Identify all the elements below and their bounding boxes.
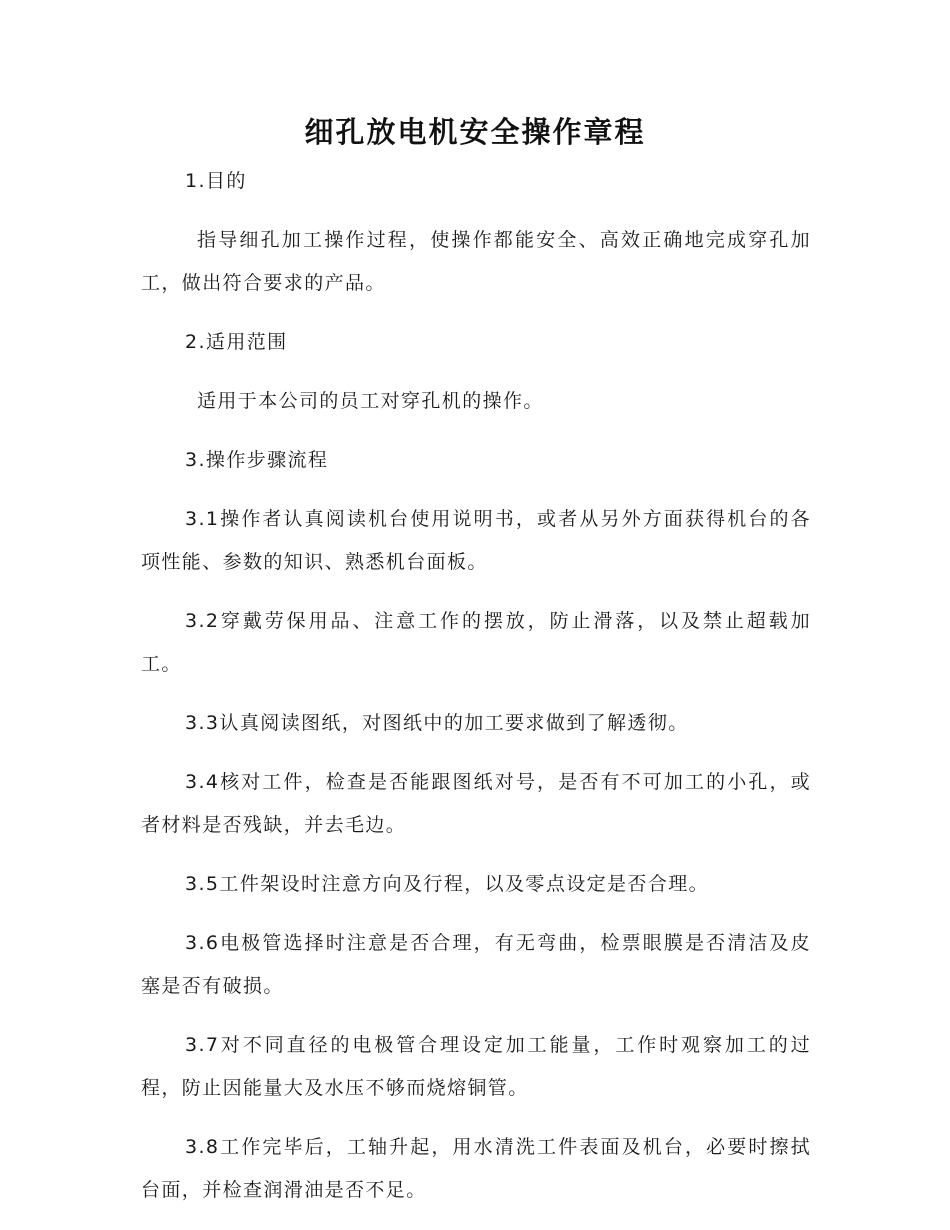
- section-heading-scope: 2.适用范围: [185, 331, 288, 353]
- section-heading-purpose: 1.目的: [185, 170, 247, 192]
- paragraph-step-3-3: 3.3认真阅读图纸，对图纸中的加工要求做到了解透彻。: [185, 712, 689, 734]
- paragraph-step-3-5: 3.5工件架设时注意方向及行程，以及零点设定是否合理。: [185, 873, 710, 895]
- paragraph-step-3-4: 3.4核对工件，检查是否能跟图纸对号，是否有不可加工的小孔，或者材料是否残缺，并去毛边。: [141, 771, 811, 836]
- paragraph-scope: 适用于本公司的员工对穿孔机的操作。: [197, 390, 544, 412]
- section-heading-procedure: 3.操作步骤流程: [185, 449, 329, 471]
- paragraph-step-3-2: 3.2穿戴劳保用品、注意工作的摆放，防止滑落，以及禁止超载加工。: [141, 610, 811, 675]
- paragraph-purpose: 指导细孔加工操作过程，使操作都能安全、高效正确地完成穿孔加工，做出符合要求的产品。: [141, 229, 811, 294]
- paragraph-step-3-6: 3.6电极管选择时注意是否合理，有无弯曲，检票眼膜是否清洁及皮塞是否有破损。: [141, 932, 811, 997]
- document-title: 细孔放电机安全操作章程: [304, 115, 646, 149]
- document-body: [141, 160, 811, 1228]
- paragraph-step-3-8: 3.8工作完毕后，工轴升起，用水清洗工件表面及机台，必要时擦拭台面，并检查润滑油是否不足。: [141, 1136, 811, 1201]
- paragraph-step-3-1: 3.1操作者认真阅读机台使用说明书，或者从另外方面获得机台的各项性能、参数的知识、熟悉机台面板。: [141, 508, 811, 573]
- paragraph-step-3-7: 3.7对不同直径的电极管合理设定加工能量，工作时观察加工的过程，防止因能量大及水压不够而烧熔铜管。: [141, 1034, 811, 1099]
